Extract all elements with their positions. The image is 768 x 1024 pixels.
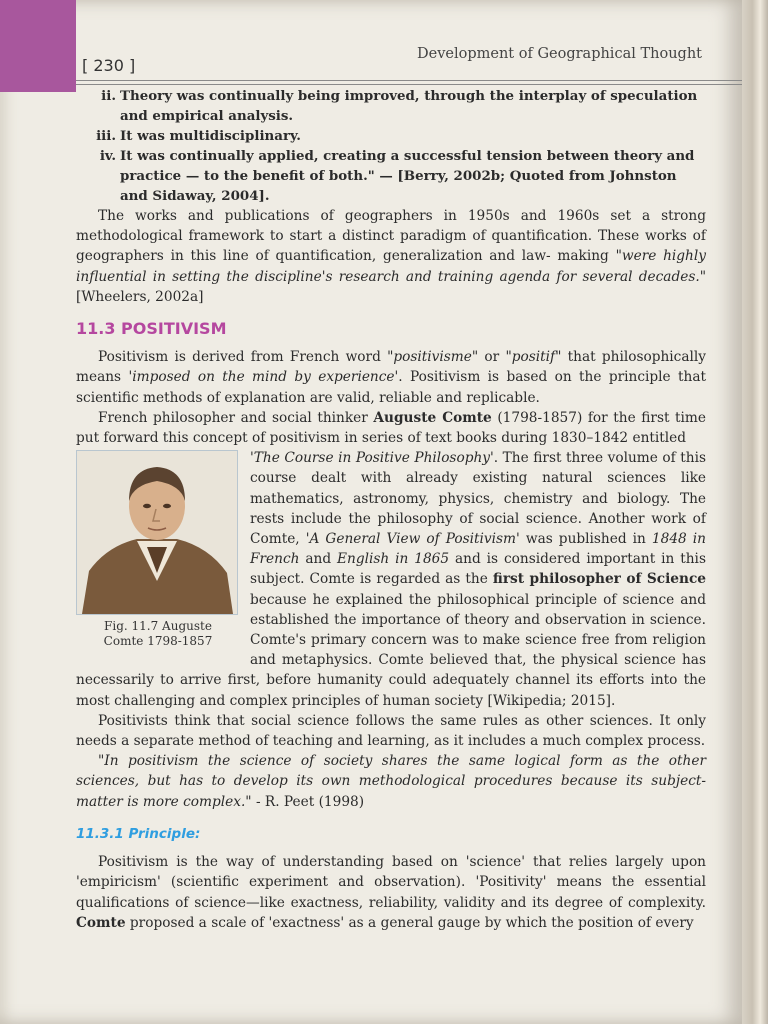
paragraph-principle bbox=[76, 852, 706, 933]
numbered-list bbox=[76, 86, 706, 206]
page-content bbox=[76, 86, 706, 933]
figure-caption-line: Fig. 11.7 Auguste bbox=[104, 619, 212, 634]
bold-phrase: first philosopher of Science bbox=[492, 571, 706, 588]
text-run: was published in bbox=[519, 531, 652, 548]
italic-term: "positivisme" bbox=[387, 349, 479, 366]
running-header: Development of Geographical Thought bbox=[417, 46, 702, 62]
page-number: [ 230 ] bbox=[82, 56, 136, 75]
subsection-heading: 11.3.1 Principle: bbox=[76, 825, 201, 842]
figure-caption bbox=[76, 619, 240, 649]
text-run: (1798-1857) for the first time put forward this concept of positivism in series of text books during 1830–1842 entitled bbox=[76, 409, 706, 447]
paragraph-derived bbox=[76, 347, 706, 408]
quote-text: "In positivism the science of society shares the same logical form as the other sciences, but has to develop its own methodological procedures because its subject-matter is more complex." bbox=[76, 753, 706, 810]
text-run: because he explained the philosophical principle of science and established the importance of theory and observation in science. Comte's primary concern was to make science free from religion and metaphysics. Comte believed that, the physical science has necessarily to arrive first, before humanity could adequately channel its efforts into the most challenging and complex principles of human society [Wikipedia; 2015]. bbox=[76, 591, 706, 709]
section-heading: 11.3 POSITIVISM bbox=[76, 319, 227, 339]
paragraph-works bbox=[76, 206, 706, 307]
italic-term: English in 1865 bbox=[337, 551, 450, 568]
list-item-text: Theory was continually being improved, through the interplay of speculation and empirical analysis. bbox=[120, 88, 698, 124]
portrait-drawing bbox=[77, 451, 237, 614]
paragraph-positivists: Positivists think that social science follows the same rules as other sciences. It only needs a separate method of teaching and learning, as it includes a much complex process. bbox=[76, 712, 706, 750]
text-run: and bbox=[299, 551, 338, 568]
quote-attribution: - R. Peet (1998) bbox=[251, 793, 365, 810]
text-run: French philosopher and social thinker bbox=[98, 409, 374, 426]
text-run: and is considered important in this subject. Comte is regarded as the bbox=[250, 551, 706, 588]
italic-title: 'The Course in Positive Philosophy' bbox=[250, 450, 494, 467]
page-edge bbox=[742, 0, 768, 1024]
bold-name: Auguste Comte bbox=[373, 409, 492, 426]
block-quote bbox=[76, 751, 706, 812]
italic-term: 'imposed on the mind by experience' bbox=[128, 369, 399, 386]
portrait-image bbox=[76, 450, 238, 615]
paragraph-citation: [Wheelers, 2002a] bbox=[76, 288, 204, 305]
text-run: Positivism is the way of understanding based on 'science' that relies largely upon 'empiricism' (scientific experiment and observation). 'Positivity' means the essential qualifications of science—like exactness, reliability, validity and its degree of complexity. bbox=[76, 854, 706, 911]
text-run: proposed a scale of 'exactness' as a general gauge by which the position of every bbox=[125, 914, 694, 931]
figure-comte-portrait bbox=[76, 450, 240, 649]
list-item-number: iv. bbox=[99, 148, 116, 164]
text-run: . Positivism is based on the principle that scientific methods of explanation are valid, reliable and replicable. bbox=[76, 369, 706, 406]
text-run: that philosophically means bbox=[76, 349, 706, 386]
list-item-text: It was multidisciplinary. bbox=[120, 128, 301, 144]
text-run: . The first three volume of this course dealt with already existing natural sciences like mathematics, astronomy, physics, chemistry and biology. The rests include the philosophy of social science. Another work of Comte, bbox=[250, 450, 707, 548]
list-item-number: ii. bbox=[101, 88, 116, 104]
list-item bbox=[76, 146, 706, 206]
text-run: Positivism is derived from French word bbox=[98, 349, 388, 366]
italic-title: 'A General View of Positivism' bbox=[305, 531, 520, 548]
list-item-number: iii. bbox=[96, 128, 116, 144]
figure-caption-line: Comte 1798-1857 bbox=[103, 634, 213, 649]
italic-term: "positif" bbox=[505, 349, 562, 366]
list-item bbox=[76, 86, 706, 126]
header-rule bbox=[76, 80, 742, 85]
list-item bbox=[76, 126, 706, 146]
paragraph-comte-intro bbox=[76, 408, 706, 448]
bold-name: Comte bbox=[76, 914, 126, 931]
paragraph-text: The works and publications of geographers in 1950s and 1960s set a strong methodological framework to start a distinct paradigm of quantification. These works of geographers in this line of quantification, generalization and law- making bbox=[76, 208, 706, 265]
text-run: or bbox=[478, 349, 506, 366]
paragraph-italic-quote: "were highly influential in setting the discipline's research and training agenda for several decades." bbox=[76, 248, 706, 285]
italic-term: 1848 in French bbox=[250, 531, 706, 568]
list-item-text: It was continually applied, creating a successful tension between theory and practice — to the benefit of both." — [Berry, 2002b; Quoted from Johnston and Sidaway, 2004]. bbox=[120, 148, 695, 204]
